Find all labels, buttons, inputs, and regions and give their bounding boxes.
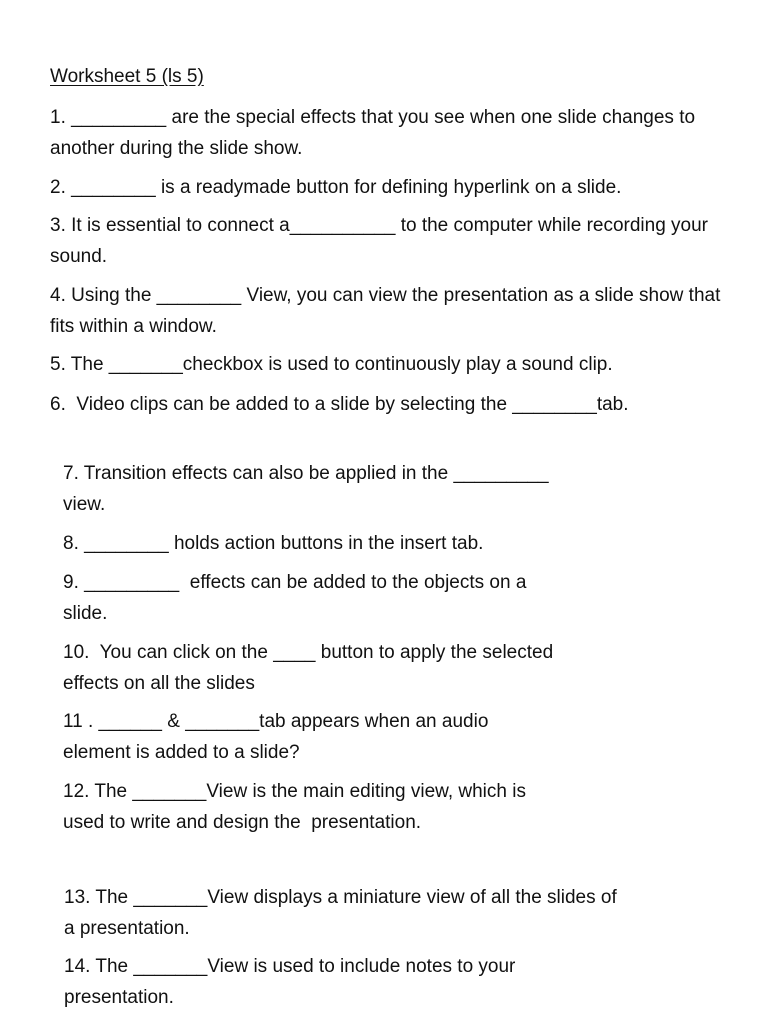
question-11: 11 . ______ & _______tab appears when an audio element is added to a slide?	[63, 711, 489, 763]
question-1: 1. _________ are the special effects that you see when one slide changes to another during the slide show.	[50, 107, 701, 159]
question-14: 14. The _______View is used to include notes to your presentation.	[64, 956, 516, 1008]
question-2: 2. ________ is a readymade button for defining hyperlink on a slide.	[50, 177, 622, 198]
question-6: 6. Video clips can be added to a slide by selecting the ________tab.	[50, 394, 629, 415]
question-8: 8. ________ holds action buttons in the insert tab.	[63, 533, 484, 554]
question-13: 13. The _______View displays a miniature view of all the slides of a presentation.	[64, 887, 617, 939]
question-10: 10. You can click on the ____ button to apply the selected effects on all the slides	[63, 642, 554, 694]
question-3: 3. It is essential to connect a__________ to the computer while recording your sound.	[50, 215, 714, 267]
question-7: 7. Transition effects can also be applied in the _________ view.	[63, 463, 549, 515]
question-12: 12. The _______View is the main editing view, which is used to write and design the presentation.	[63, 781, 526, 833]
question-9: 9. _________ effects can be added to the objects on a slide.	[63, 572, 527, 624]
question-4: 4. Using the ________ View, you can view the presentation as a slide show that fits within a window.	[50, 285, 726, 337]
question-5: 5. The _______checkbox is used to continuously play a sound clip.	[50, 354, 613, 375]
worksheet-title: Worksheet 5 (ls 5)	[50, 66, 204, 87]
